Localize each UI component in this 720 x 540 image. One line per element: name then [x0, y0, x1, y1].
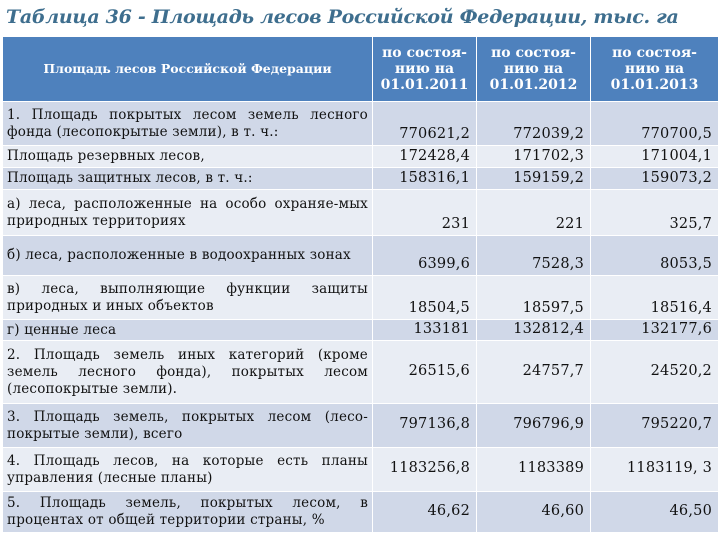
- row-label: а) леса, расположенные на особо охраняе-мых природных территориях: [3, 190, 373, 236]
- table-row: [3, 404, 719, 448]
- cell-2012: 796796,9: [477, 404, 591, 448]
- header-date-2013: по состоя-нию на 01.01.2013: [591, 37, 719, 102]
- row-label: Площадь резервных лесов,: [3, 146, 373, 168]
- cell-2011: 1183256,8: [373, 448, 477, 492]
- cell-2012: 171702,3: [477, 146, 591, 168]
- cell-2013: 795220,7: [591, 404, 719, 448]
- row-label: г) ценные леса: [3, 320, 373, 341]
- row-label: Площадь защитных лесов, в т. ч.:: [3, 168, 373, 190]
- cell-2011: 18504,5: [373, 276, 477, 320]
- cell-2012: 1183389: [477, 448, 591, 492]
- row-label: б) леса, расположенные в водоохранных зонах: [3, 236, 373, 276]
- table-row: [3, 448, 719, 492]
- cell-2013: 8053,5: [591, 236, 719, 276]
- header-forest-area: Площадь лесов Российской Федерации: [3, 37, 373, 102]
- table-row: [3, 276, 719, 320]
- cell-2012: 7528,3: [477, 236, 591, 276]
- cell-2013: 171004,1: [591, 146, 719, 168]
- table-row: [3, 190, 719, 236]
- row-label: 2. Площадь земель иных категорий (кроме земель лесного фонда), покрытых лесом (лесопокрытые земли).: [3, 341, 373, 404]
- cell-2012: 46,60: [477, 492, 591, 533]
- cell-2013: 18516,4: [591, 276, 719, 320]
- cell-2013: 24520,2: [591, 341, 719, 404]
- cell-2011: 231: [373, 190, 477, 236]
- cell-2011: 26515,6: [373, 341, 477, 404]
- header-date-2011: по состоя-нию на 01.01.2011: [373, 37, 477, 102]
- table-row: [3, 146, 719, 168]
- row-label: в) леса, выполняющие функции защиты природных и иных объектов: [3, 276, 373, 320]
- cell-2012: 132812,4: [477, 320, 591, 341]
- table-row: [3, 492, 719, 533]
- table-row: [3, 320, 719, 341]
- cell-2011: 133181: [373, 320, 477, 341]
- table-row: [3, 102, 719, 146]
- header-date-2012: по состоя-нию на 01.01.2012: [477, 37, 591, 102]
- row-label: 5. Площадь земель, покрытых лесом, в процентах от общей территории страны, %: [3, 492, 373, 533]
- cell-2012: 159159,2: [477, 168, 591, 190]
- table-row: [3, 341, 719, 404]
- cell-2012: 18597,5: [477, 276, 591, 320]
- table-header-row: [3, 37, 719, 102]
- cell-2013: 325,7: [591, 190, 719, 236]
- cell-2012: 772039,2: [477, 102, 591, 146]
- cell-2013: 1183119, 3: [591, 448, 719, 492]
- cell-2013: 132177,6: [591, 320, 719, 341]
- cell-2011: 6399,6: [373, 236, 477, 276]
- cell-2013: 159073,2: [591, 168, 719, 190]
- forest-area-table: [2, 36, 719, 533]
- row-label: 3. Площадь земель, покрытых лесом (лесо-покрытые земли), всего: [3, 404, 373, 448]
- cell-2011: 46,62: [373, 492, 477, 533]
- cell-2011: 770621,2: [373, 102, 477, 146]
- cell-2013: 46,50: [591, 492, 719, 533]
- cell-2013: 770700,5: [591, 102, 719, 146]
- table-row: [3, 168, 719, 190]
- cell-2011: 172428,4: [373, 146, 477, 168]
- cell-2011: 158316,1: [373, 168, 477, 190]
- row-label: 4. Площадь лесов, на которые есть планы управления (лесные планы): [3, 448, 373, 492]
- row-label: 1. Площадь покрытых лесом земель лесного фонда (лесопокрытые земли), в т. ч.:: [3, 102, 373, 146]
- table-row: [3, 236, 719, 276]
- cell-2012: 24757,7: [477, 341, 591, 404]
- cell-2012: 221: [477, 190, 591, 236]
- table-caption: Таблица 36 - Площадь лесов Российской Федерации, тыс. га: [6, 6, 679, 28]
- cell-2011: 797136,8: [373, 404, 477, 448]
